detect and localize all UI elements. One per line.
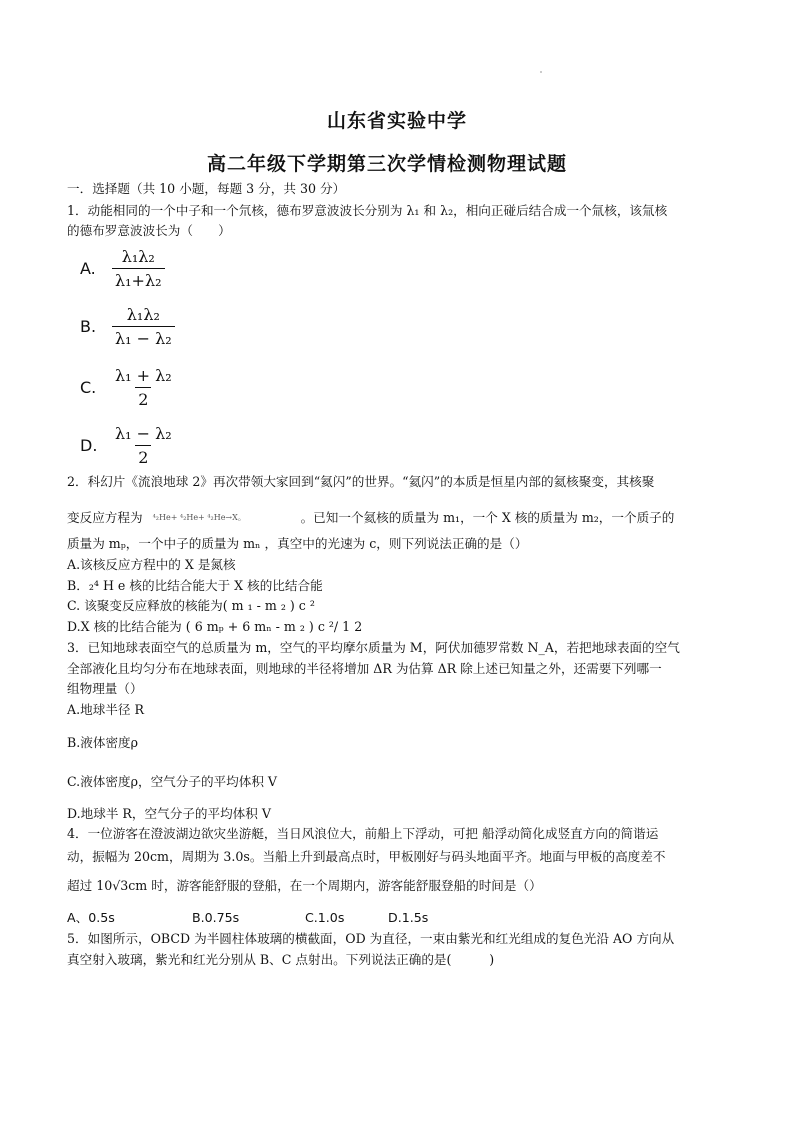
- fraction-denominator: λ₁ − λ₂: [112, 326, 175, 348]
- q2-option-d: D.X 核的比结合能为 ( 6 mₚ + 6 mₙ - m ₂ ) c ²/ 1 2: [67, 619, 363, 634]
- q2-option-b: B．₂⁴ H e 核的比结合能大于 X 核的比结合能: [67, 578, 323, 593]
- q2-stem-line3: 质量为 mₚ，一个中子的质量为 mₙ ，真空中的光速为 c，则下列说法正确的是（）: [67, 536, 528, 551]
- fraction: [112, 424, 175, 467]
- q1-option-c: [80, 366, 175, 409]
- q3-stem-line1: 3．已知地球表面空气的总质量为 m，空气的平均摩尔质量为 M，阿伏加德罗常数 N_A，若把地球表面的空气: [67, 640, 680, 655]
- q2-option-c: C. 该聚变反应释放的核能为( m ₁ - m ₂ ) c ²: [67, 598, 315, 613]
- q2-option-a: A.该核反应方程中的 X 是氮核: [67, 557, 236, 572]
- q2-stem-line2-end: 。已知一个氦核的质量为 m₁，一个 X 核的质量为 m₂，一个质子的: [300, 510, 675, 525]
- q2-stem-line2: [67, 512, 674, 525]
- fraction-denominator: λ₁+λ₂: [112, 268, 165, 290]
- q4-option-b: B.0.75s: [192, 910, 240, 925]
- q1-stem-line2: 的德布罗意波波长为（ ）: [67, 223, 231, 238]
- option-label: A.: [80, 259, 96, 278]
- fraction: [112, 366, 175, 409]
- fraction-numerator: λ₁λ₂: [121, 247, 155, 266]
- scan-speck: [540, 71, 542, 73]
- q4-option-c: C.1.0s: [305, 910, 345, 925]
- q4-option-d: D.1.5s: [388, 910, 429, 925]
- exam-title: 高二年级下学期第三次学情检测物理试题: [207, 153, 568, 175]
- fraction-numerator: λ₁ + λ₂: [115, 366, 172, 385]
- fraction-denominator: 2: [135, 445, 151, 467]
- q3-option-a: A.地球半径 R: [67, 702, 144, 717]
- q3-stem-line2: 全部液化且均匀分布在地球表面，则地球的半径将增加 ΔR 为估算 ΔR 除上述已知量之外，还需要下列哪一: [67, 661, 662, 676]
- school-name: 山东省实验中学: [327, 110, 468, 132]
- q2-stem-line1: 2．科幻片《流浪地球 2》再次带领大家回到“氦闪”的世界。“氦闪”的本质是恒星内部的氦核聚变，其核聚: [67, 474, 655, 489]
- q2-stem-line2-start: 变反应方程为: [67, 510, 143, 525]
- fraction: [112, 305, 175, 348]
- q4-stem-line1: 4．一位游客在澄波湖边欲灾坐游艇，当日风浪位大，前船上下浮动，可把 船浮动简化成竖直方向的简谐运: [67, 826, 659, 841]
- option-label: D.: [80, 436, 98, 455]
- q4-option-a: A、0.5s: [67, 910, 115, 925]
- option-label: B.: [80, 317, 97, 336]
- q5-stem-line2: 真空射入玻璃，紫光和红光分别从 B、C 点射出。下列说法正确的是( ): [67, 952, 495, 967]
- fraction-numerator: λ₁ − λ₂: [115, 424, 172, 443]
- q3-option-c: C.液体密度ρ，空气分子的平均体积 V: [67, 774, 278, 789]
- reaction-equation-image: ⁴₂He+ ⁴₂He+ ⁴₂He→X。: [152, 513, 246, 523]
- option-label: C.: [80, 378, 97, 397]
- q4-stem-line3: 超过 10√3cm 时，游客能舒服的登船，在一个周期内，游客能舒服登船的时间是（）: [67, 878, 542, 893]
- fraction-numerator: λ₁λ₂: [126, 305, 160, 324]
- q3-stem-line3: 组物理量（）: [67, 681, 143, 696]
- q1-stem-line1: 1．动能相同的一个中子和一个氘核，德布罗意波波长分别为 λ₁ 和 λ₂，相向正碰后结合成一个氚核，该氚核: [67, 203, 668, 218]
- q4-stem-line2: 动，振幅为 20cm，周期为 3.0s。当船上升到最高点时，甲板刚好与码头地面平齐。地面与甲板的高度差不: [67, 849, 666, 864]
- fraction: [112, 247, 165, 290]
- section-heading: 一．选择题（共 10 小题，每题 3 分，共 30 分）: [67, 181, 346, 196]
- q3-option-b: B.液体密度ρ: [67, 735, 139, 750]
- fraction-denominator: 2: [135, 387, 151, 409]
- q1-option-d: [80, 424, 175, 467]
- q5-stem-line1: 5．如图所示，OBCD 为半圆柱体玻璃的横截面，OD 为直径，一束由紫光和红光组成的复色光沿 AO 方向从: [67, 931, 675, 946]
- q1-option-a: [80, 247, 165, 290]
- q1-option-b: [80, 305, 175, 348]
- q3-option-d: D.地球半 R，空气分子的平均体积 V: [67, 806, 271, 821]
